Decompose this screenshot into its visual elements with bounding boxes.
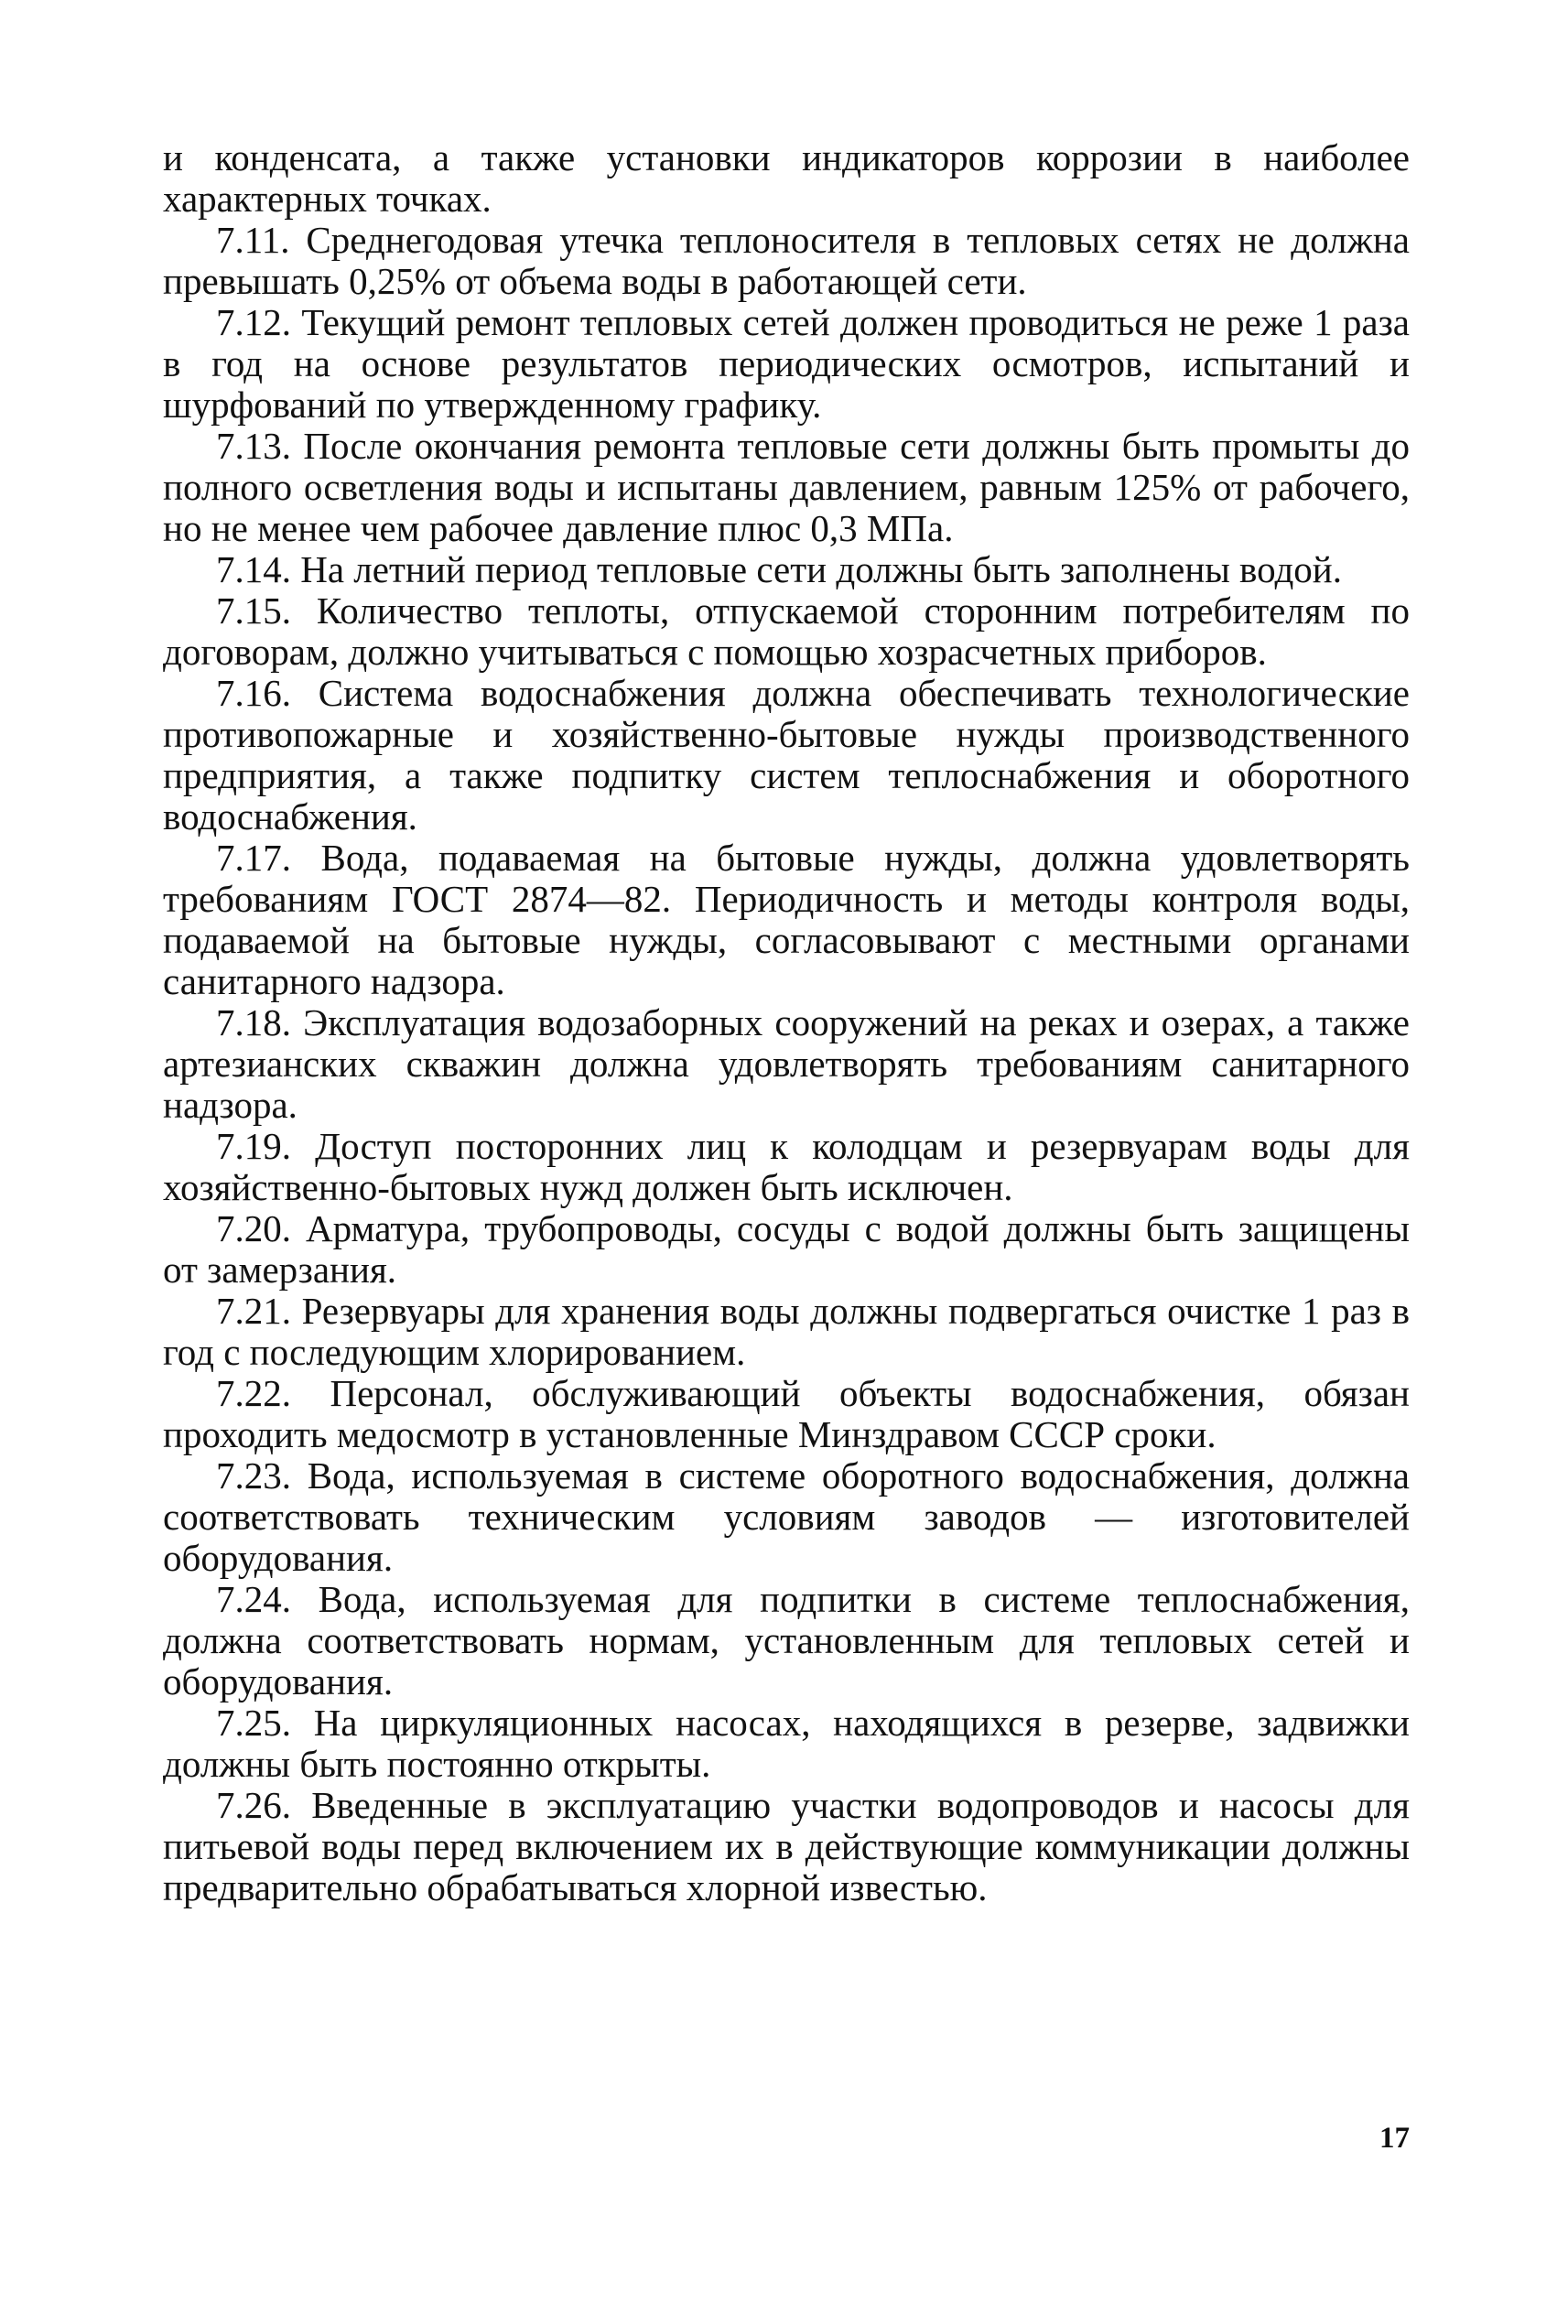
page-body: [163, 137, 1410, 1908]
page-number: 17: [1379, 2122, 1410, 2155]
paragraph-continuation: и конденсата, а также установки индикаторов коррозии в наиболее характерных точках.: [163, 136, 1410, 220]
paragraph-7-12: 7.12. Текущий ремонт тепловых сетей должен проводиться не реже 1 раза в год на основе результатов периодических осмотров, испытаний и шурфований по утвержденному графику.: [163, 301, 1410, 426]
paragraph-7-25: 7.25. На циркуляционных насосах, находящихся в резерве, задвижки должны быть постоянно открыты.: [163, 1702, 1410, 1785]
paragraph-7-17: 7.17. Вода, подаваемая на бытовые нужды, должна удовлетворять требованиям ГОСТ 2874—82. Периодичность и методы контроля воды, подаваемой на бытовые нужды, согласовывают с местными органами санитарного надзора.: [163, 837, 1410, 1002]
paragraph-7-22: 7.22. Персонал, обслуживающий объекты водоснабжения, обязан проходить медосмотр в установленные Минздравом СССР сроки.: [163, 1372, 1410, 1455]
paragraph-7-15: 7.15. Количество теплоты, отпускаемой сторонним потребителям по договорам, должно учитываться с помощью хозрасчетных приборов.: [163, 589, 1410, 673]
paragraph-7-21: 7.21. Резервуары для хранения воды должны подвергаться очистке 1 раз в год с последующим хлорированием.: [163, 1290, 1410, 1373]
paragraph-7-11: 7.11. Среднегодовая утечка теплоносителя в тепловых сетях не должна превышать 0,25% от объема воды в работающей сети.: [163, 219, 1410, 302]
paragraph-7-20: 7.20. Арматура, трубопроводы, сосуды с водой должны быть защищены от замерзания.: [163, 1207, 1410, 1291]
paragraph-7-13: 7.13. После окончания ремонта тепловые сети должны быть промыты до полного осветления воды и испытаны давлением, равным 125% от рабочего, но не менее чем рабочее давление плюс 0,3 МПа.: [163, 425, 1410, 549]
paragraph-7-18: 7.18. Эксплуатация водозаборных сооружений на реках и озерах, а также артезианских скважин должна удовлетворять требованиям санитарного надзора.: [163, 1001, 1410, 1126]
paragraph-7-26: 7.26. Введенные в эксплуатацию участки водопроводов и насосы для питьевой воды перед включением их в действующие коммуникации должны предварительно обрабатываться хлорной известью.: [163, 1784, 1410, 1908]
paragraph-7-19: 7.19. Доступ посторонних лиц к колодцам и резервуарам воды для хозяйственно-бытовых нужд должен быть исключен.: [163, 1125, 1410, 1208]
paragraph-7-16: 7.16. Система водоснабжения должна обеспечивать технологические противопожарные и хозяйственно-бытовые нужды производственного предприятия, а также подпитку систем теплоснабжения и оборотного водоснабжения.: [163, 672, 1410, 838]
paragraph-7-14: 7.14. На летний период тепловые сети должны быть заполнены водой.: [216, 548, 1342, 590]
paragraph-7-24: 7.24. Вода, используемая для подпитки в системе теплоснабжения, должна соответствовать нормам, установленным для тепловых сетей и оборудования.: [163, 1578, 1410, 1702]
paragraph-7-23: 7.23. Вода, используемая в системе оборотного водоснабжения, должна соответствовать техническим условиям заводов — изготовителей оборудования.: [163, 1454, 1410, 1579]
